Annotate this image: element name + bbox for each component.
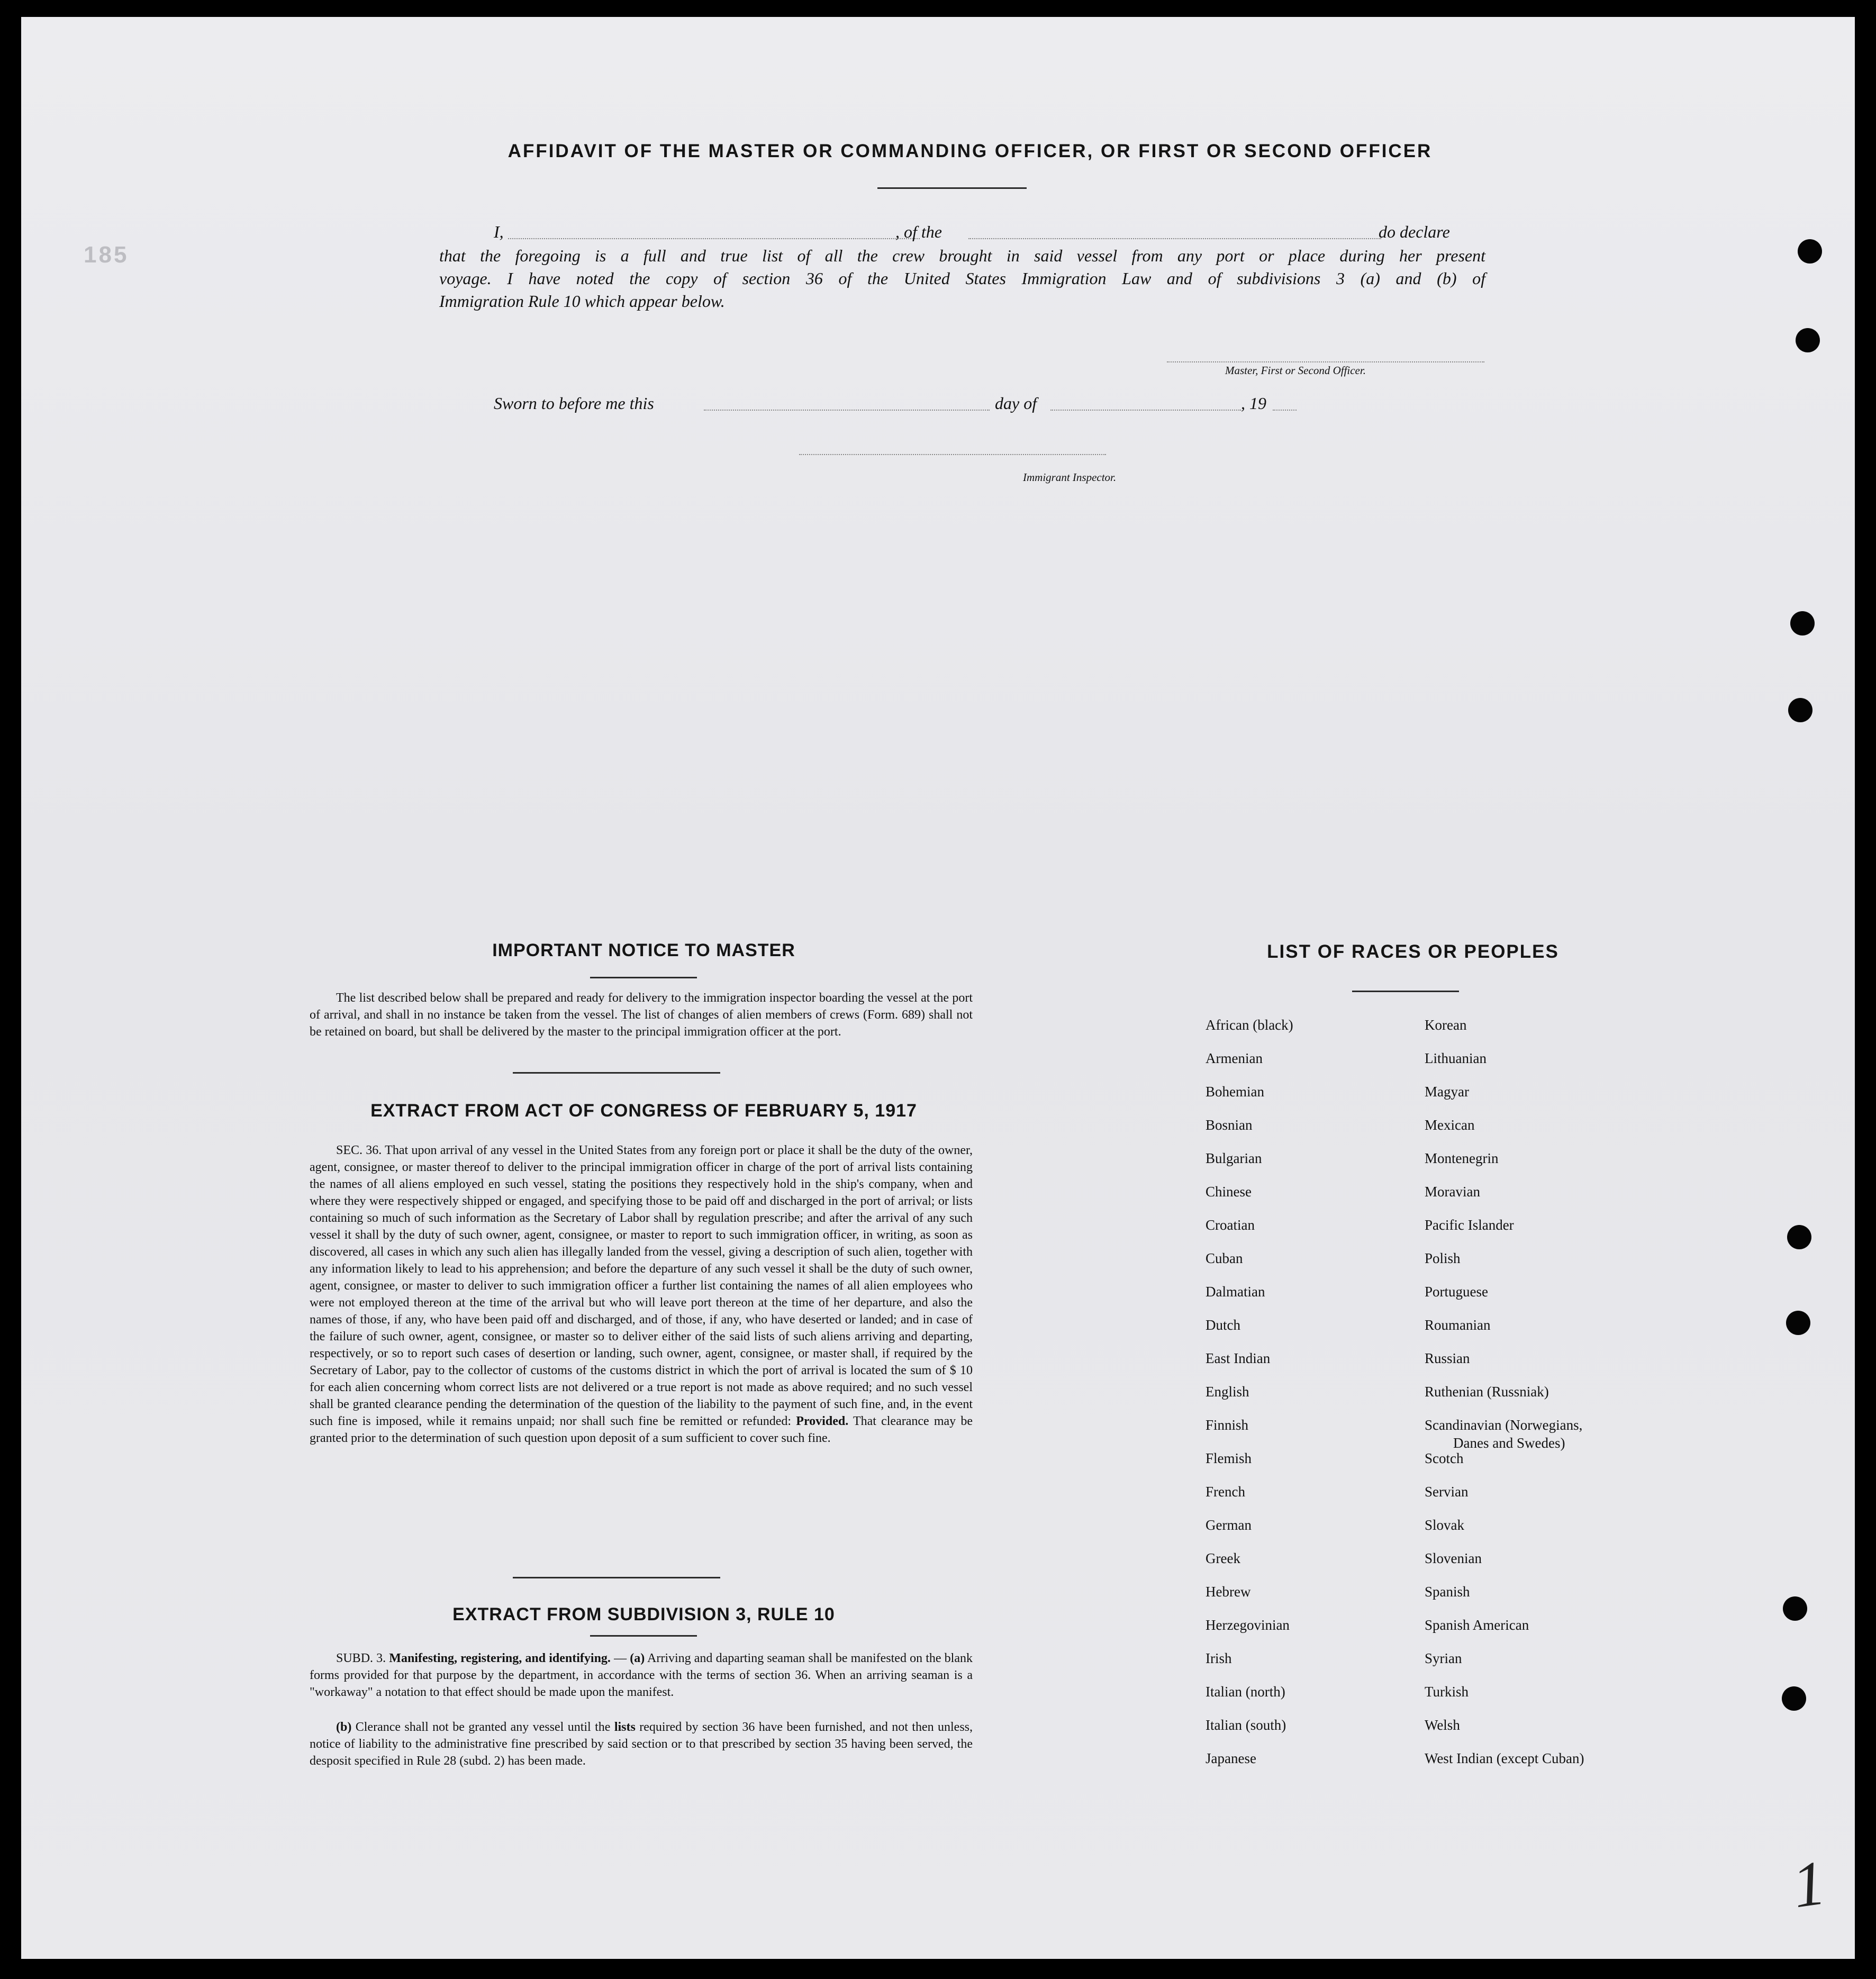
race-item: African (black) (1206, 1017, 1293, 1033)
subd-a-label: (a) (630, 1651, 645, 1665)
race-item: West Indian (except Cuban) (1425, 1750, 1584, 1766)
race-item: Syrian (1425, 1650, 1462, 1666)
race-item: Scotch (1425, 1450, 1464, 1466)
race-item: Ruthenian (Russniak) (1425, 1384, 1549, 1400)
punch-hole (1796, 328, 1820, 352)
races-underline (1352, 991, 1459, 992)
race-item: Turkish (1425, 1684, 1469, 1700)
title-underline (877, 187, 1027, 189)
day-of-text: day of (995, 394, 1037, 413)
race-item: Scandinavian (Norwegians, (1425, 1417, 1583, 1433)
race-item: Mexican (1425, 1117, 1475, 1133)
year-prefix: , 19 (1241, 394, 1266, 413)
race-item: Bosnian (1206, 1117, 1253, 1133)
race-item: Slovenian (1425, 1550, 1482, 1566)
subd-b-lists: lists (614, 1720, 636, 1734)
race-item: Russian (1425, 1350, 1470, 1366)
subd-heading: Manifesting, registering, and identifying. (389, 1651, 611, 1665)
race-item: Korean (1425, 1017, 1467, 1033)
race-item: Roumanian (1425, 1317, 1491, 1333)
race-item: Finnish (1206, 1417, 1249, 1433)
affidavit-line-2: that the foregoing is a full and true list of all the crew brought in said vessel from any port or place during her present (439, 246, 1485, 265)
inspector-line (799, 454, 1106, 455)
race-item: Armenian (1206, 1050, 1263, 1066)
rule-subd-a (310, 1650, 973, 1701)
race-item: Flemish (1206, 1450, 1252, 1466)
race-item: East Indian (1206, 1350, 1271, 1366)
affidavit-i: I, (494, 222, 504, 241)
race-item: Herzegovinian (1206, 1617, 1290, 1633)
affidavit-title: AFFIDAVIT OF THE MASTER OR COMMANDING OFFICER, OR FIRST OR SECOND OFFICER (507, 141, 1433, 161)
rule-underline (590, 1635, 697, 1637)
rule-subd-b (310, 1719, 973, 1769)
race-item: Polish (1425, 1250, 1461, 1266)
race-item: Italian (south) (1206, 1717, 1286, 1733)
subd-a-text: Arriving and daparting seaman shall be manifested on the blank forms provided for that purpose by the department, in accordance with the terms of section 36. When an arriving seaman is a "workaway" a notation to that effect should be made upon the manifest. (310, 1651, 973, 1699)
faint-stamp: 185 (84, 242, 129, 268)
race-item: Italian (north) (1206, 1684, 1285, 1700)
race-item-continuation: Danes and Swedes) (1453, 1435, 1565, 1451)
punch-hole (1782, 1686, 1806, 1711)
signature-line (1167, 361, 1484, 362)
page-number: 1 (1788, 1847, 1829, 1921)
subd-label: SUBD. 3. (336, 1651, 386, 1665)
punch-hole (1798, 239, 1822, 264)
race-item: Irish (1206, 1650, 1232, 1666)
race-item: Bohemian (1206, 1084, 1264, 1100)
subd-b-text-2: required by section 36 have been furnished, and not then unless, notice of liability to the administrative fine prescribed by said section or to that prescribed by section 35 having been served, the desposit specified in Rule 28 (subd. 2) has been made. (310, 1720, 973, 1768)
affidavit-do-declare: do declare (1379, 222, 1450, 241)
inspector-caption: Immigrant Inspector. (1023, 471, 1117, 484)
sworn-day-line (704, 410, 990, 411)
race-item: Lithuanian (1425, 1050, 1487, 1066)
punch-hole (1786, 1311, 1810, 1335)
race-item: English (1206, 1384, 1249, 1400)
act-text-end: That clearance may be granted prior to the determination of such question upon deposit of a sum sufficient to cover such fine. (310, 1414, 973, 1445)
punch-hole (1788, 698, 1812, 722)
race-item: Bulgarian (1206, 1150, 1262, 1166)
act-title: EXTRACT FROM ACT OF CONGRESS OF FEBRUARY 5, 1917 (370, 1101, 917, 1121)
rule-title: EXTRACT FROM SUBDIVISION 3, RULE 10 (452, 1604, 835, 1624)
race-item: Welsh (1425, 1717, 1460, 1733)
act-text-main: SEC. 36. That upon arrival of any vessel in the United States from any foreign port or place it shall be the duty of the owner, agent, consignee, or master thereof to deliver to the principal immigration officer in charge of the port of arrival lists containing the names of all aliens employed en such vessel, stating the positions they respectively hold in the ship's company, when and where they were respectively shipped or engaged, and specifying those to be paid off and discharged in the port of arrival; or lists containing so much of such information as the Secretary of Labor shall by regulation prescribe; and after the arrival of any such vessel it shall by the duty of such owner, agent, consignee, or master to report to such immigration officer, in writing, as soon as discovered, all cases in which any such alien has illegally landed from the vessel, giving a description of such alien, together with any information likely to lead to his apprehension; and before the departure of any such vessel it shall be the duty of such owner, agent, consignee, or master to deliver to such immigration officer a further list containing the names of all alien employees who were not employed thereon at the time of the arrival but who will leave port thereon at the time of her departure, and also the names of those, if any, who have been paid off and discharged, and of those, if any, who have deserted or landed; and in case of the failure of such owner, agent, consignee, or master so to deliver either of the said lists of such aliens arriving and departing, respectively, or so to report such cases of desertion or landing, such owner, agent, consignee, or master shall, if required by the Secretary of Labor, pay to the collector of customs of the customs district in which the port of arrival is located the sum of $ 10 for each alien concerning whom correct lists are not delivered or a true report is not made as above required; and no such vessel shall be granted clearance pending the determination of the question of the liability to the payment of such fine, and, in the event such fine is imposed, while it remains unpaid; nor shall such fine be remitted or refunded: (310, 1143, 973, 1428)
subd-b-text-1: Clerance shall not be granted any vessel until the (355, 1720, 611, 1734)
notice-underline (590, 977, 697, 978)
race-item: Croatian (1206, 1217, 1255, 1233)
form-sheet (21, 17, 1855, 1959)
notice-title: IMPORTANT NOTICE TO MASTER (492, 940, 795, 960)
race-item: Servian (1425, 1484, 1469, 1500)
race-item: Cuban (1206, 1250, 1243, 1266)
race-item: Spanish American (1425, 1617, 1529, 1633)
year-line (1273, 410, 1297, 411)
race-item: Dutch (1206, 1317, 1240, 1333)
notice-text: The list described below shall be prepared and ready for delivery to the immigration inspector boarding the vessel at the port of arrival, and shall in no instance be taken from the vessel. The list of changes of alien members of crews (Form. 689) shall not be retained on board, but shall be delivered by the master to the principal immigration officer at the port. (310, 991, 973, 1039)
punch-hole (1783, 1596, 1807, 1621)
affidavit-of-the: , of the (895, 222, 942, 241)
race-item: Magyar (1425, 1084, 1469, 1100)
name-field-line (508, 238, 920, 239)
vessel-field-line (968, 238, 1381, 239)
affidavit-line-3: voyage. I have noted the copy of section 36 of the United States Immigration Law and of subdivisions 3 (a) and (b) of (439, 269, 1485, 288)
month-line (1050, 410, 1241, 411)
subd-dash: — (614, 1651, 627, 1665)
race-item: French (1206, 1484, 1245, 1500)
act-provided: Provided. (796, 1414, 849, 1428)
race-item: Chinese (1206, 1184, 1252, 1200)
race-item: Moravian (1425, 1184, 1480, 1200)
punch-hole (1790, 611, 1815, 636)
race-item: Greek (1206, 1550, 1240, 1566)
act-text (310, 1142, 973, 1447)
sworn-text: Sworn to before me this (494, 394, 654, 413)
race-item: Hebrew (1206, 1584, 1251, 1600)
races-title: LIST OF RACES OR PEOPLES (1267, 941, 1559, 962)
punch-hole (1787, 1225, 1811, 1249)
race-item: Spanish (1425, 1584, 1470, 1600)
race-item: Pacific Islander (1425, 1217, 1514, 1233)
race-item: Slovak (1425, 1517, 1465, 1533)
notice-divider (513, 1072, 720, 1074)
race-item: Portuguese (1425, 1284, 1488, 1300)
race-item: German (1206, 1517, 1252, 1533)
affidavit-line-4: Immigration Rule 10 which appear below. (439, 292, 725, 311)
race-item: Dalmatian (1206, 1284, 1265, 1300)
race-item: Japanese (1206, 1750, 1256, 1766)
subd-b-label: (b) (336, 1720, 352, 1734)
signature-caption: Master, First or Second Officer. (1225, 364, 1366, 377)
act-divider (513, 1577, 720, 1578)
race-item: Montenegrin (1425, 1150, 1499, 1166)
